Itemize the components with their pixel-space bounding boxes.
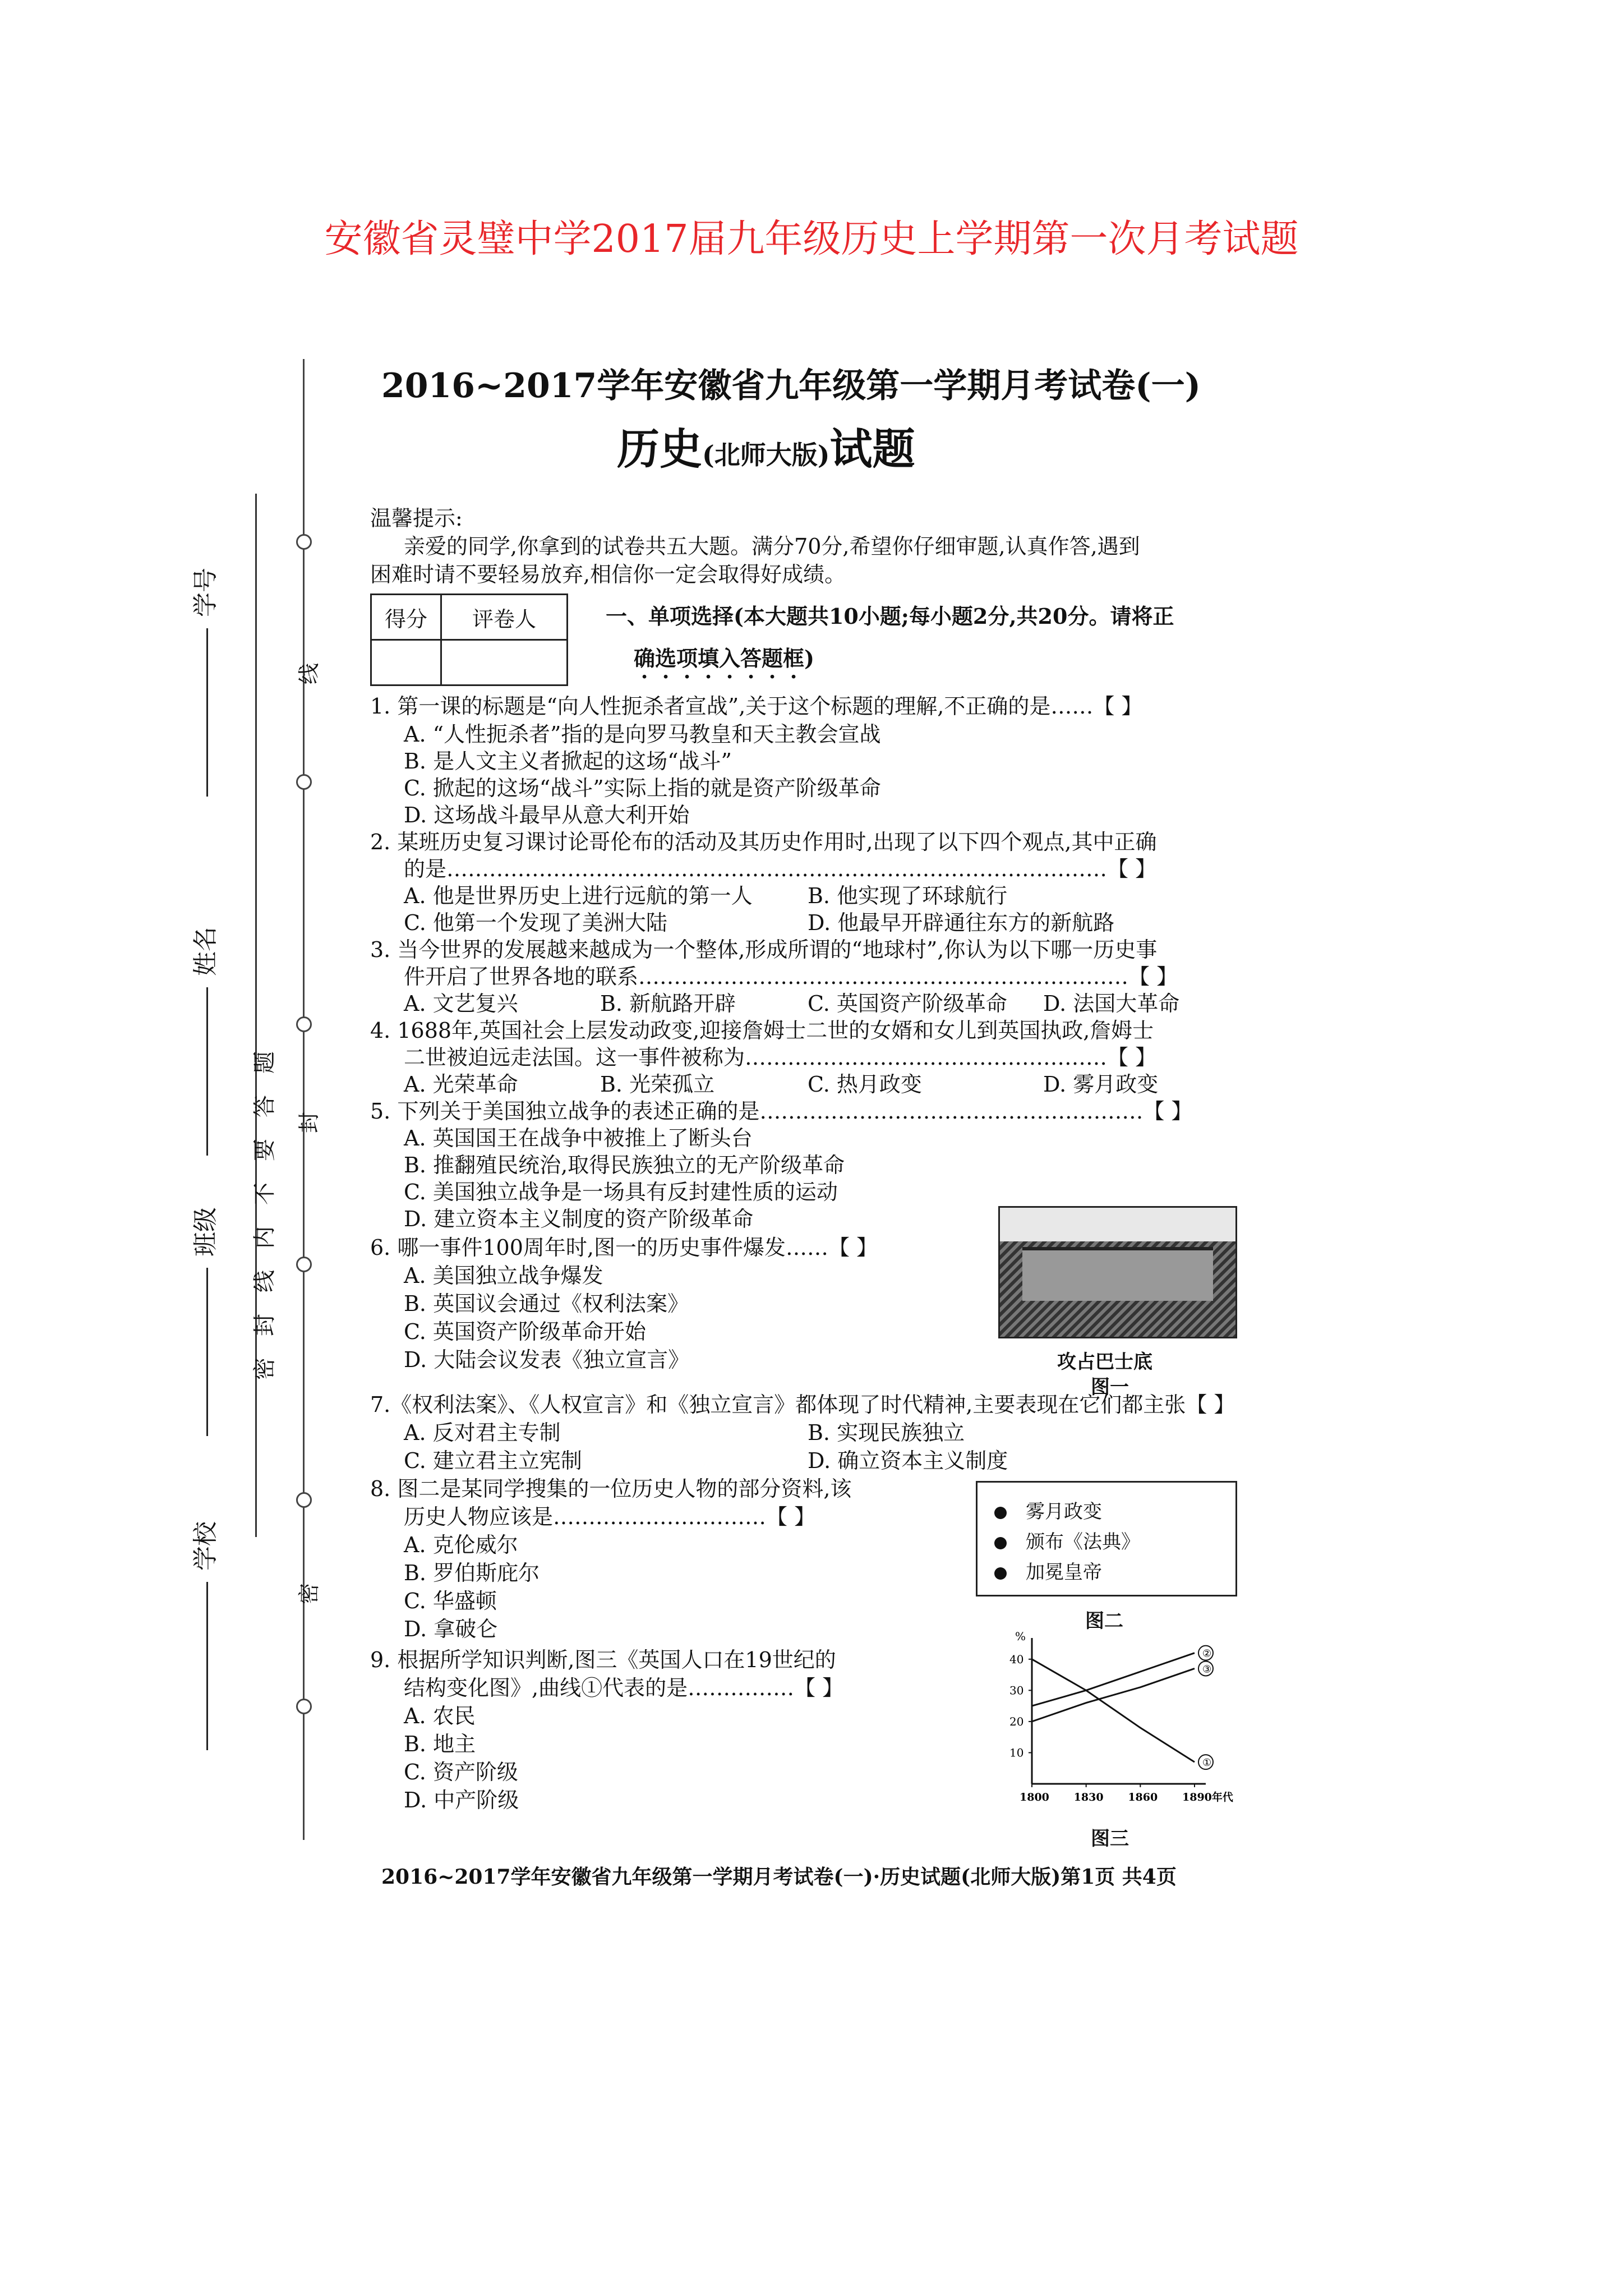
question-option[interactable]: A. 反对君主专制 (404, 1420, 561, 1445)
side-field-class: 班级 (185, 1207, 221, 1436)
fact-item: 颁布《法典》 (994, 1526, 1140, 1554)
question-option[interactable]: C. 美国独立战争是一场具有反封建性质的运动 (404, 1180, 838, 1204)
fig1-label: 图一 (1091, 1376, 1129, 1398)
question-stem-cont: 历史人物应该是…………………………【 】 (404, 1504, 816, 1529)
y-tick-label: 20 (1009, 1714, 1024, 1728)
binding-hole (296, 1492, 312, 1508)
fact-item: 雾月政变 (994, 1496, 1102, 1524)
population-structure-chart (993, 1627, 1234, 1818)
question-option[interactable]: C. 英国资产阶级革命开始 (404, 1319, 646, 1344)
seal-mark-xian: 线 (297, 662, 321, 684)
page-title: 安徽省灵璧中学2017届九年级历史上学期第一次月考试题 (324, 217, 1299, 261)
series-label: ③ (1202, 1663, 1212, 1676)
bullet-icon (994, 1507, 1007, 1519)
question-option[interactable]: A. 克伦威尔 (404, 1533, 518, 1557)
grader-header: 评卷人 (441, 595, 568, 640)
question-option[interactable]: D. 确立资本主义制度 (808, 1448, 1008, 1473)
question-stem: 6. 哪一事件100周年时,图一的历史事件爆发……【 】 (370, 1235, 878, 1260)
binding-hole (296, 1016, 312, 1032)
binding-line (303, 359, 305, 1840)
bullet-icon (994, 1567, 1007, 1580)
question-option[interactable]: C. 掀起的这场“战斗”实际上指的就是资产阶级革命 (404, 776, 881, 800)
seal-mark-feng: 封 (297, 1111, 321, 1133)
binding-hole (296, 774, 312, 790)
question-option[interactable]: B. 光荣孤立 (600, 1072, 715, 1097)
question-option[interactable]: B. 罗伯斯庇尔 (404, 1561, 540, 1585)
score-header: 得分 (371, 595, 441, 640)
question-option[interactable]: D. 这场战斗最早从意大利开始 (404, 803, 690, 827)
x-tick-label: 1890年代 (1182, 1791, 1233, 1803)
binding-hole (296, 1699, 312, 1714)
y-tick-label: 40 (1009, 1652, 1024, 1666)
x-tick-label: 1860 (1128, 1791, 1158, 1803)
question-option[interactable]: B. 是人文主义者掀起的这场“战斗” (404, 749, 732, 774)
section-heading: 确选项填入答题框) (634, 646, 814, 671)
napoleon-facts-box (976, 1481, 1237, 1596)
question-option[interactable]: B. 推翻殖民统治,取得民族独立的无产阶级革命 (404, 1153, 845, 1177)
section-heading: 一、单项选择(本大题共10小题;每小题2分,共20分。请将正 (606, 604, 1174, 629)
seal-mark-mi: 密 (297, 1582, 321, 1604)
question-stem: 4. 1688年,英国社会上层发动政变,迎接詹姆士二世的女婿和女儿到英国执政,詹姆士 (370, 1018, 1154, 1043)
chart-ticks (1009, 1653, 1233, 1803)
side-field-id: 学号 (185, 568, 221, 797)
question-option[interactable]: B. 地主 (404, 1732, 476, 1756)
tip-line: 亲爱的同学,你拿到的试卷共五大题。满分70分,希望你仔细审题,认真作答,遇到 (404, 534, 1140, 559)
side-field-name: 姓名 (185, 927, 221, 1156)
question-option[interactable]: C. 资产阶级 (404, 1760, 518, 1784)
question-option[interactable]: A. 农民 (404, 1704, 476, 1728)
question-option[interactable]: C. 热月政变 (808, 1072, 922, 1097)
question-stem-cont: 件开启了世界各地的联系……………………………………………………………【 】 (404, 964, 1178, 989)
tip-label: 温馨提示: (370, 506, 463, 531)
question-option[interactable]: B. 实现民族独立 (808, 1420, 965, 1445)
question-stem: 8. 图二是某同学搜集的一位历史人物的部分资料,该 (370, 1476, 852, 1501)
bullet-icon (994, 1537, 1007, 1549)
question-stem-cont: 二世被迫远走法国。这一事件被称为……………………………………………【 】 (404, 1045, 1157, 1070)
question-option[interactable]: C. 建立君主立宪制 (404, 1448, 582, 1473)
chart-series (1032, 1646, 1213, 1769)
fact-item: 加冕皇帝 (994, 1557, 1102, 1584)
x-tick-label: 1830 (1073, 1791, 1104, 1803)
score-cell[interactable] (371, 640, 441, 685)
fig1-caption: 攻占巴士底 (1057, 1351, 1152, 1373)
question-option[interactable]: A. “人性扼杀者”指的是向罗马教皇和天主教会宣战 (404, 722, 881, 747)
question-option[interactable]: B. 英国议会通过《权利法案》 (404, 1291, 689, 1316)
question-option[interactable]: D. 建立资本主义制度的资产阶级革命 (404, 1207, 754, 1231)
question-option[interactable]: C. 英国资产阶级革命 (808, 991, 1007, 1016)
question-option[interactable]: C. 华盛顿 (404, 1589, 497, 1613)
fig3-label: 图三 (1091, 1828, 1129, 1850)
seal-warning: 密封线内不要答题 (252, 1030, 278, 1380)
series-line (1032, 1659, 1195, 1762)
question-option[interactable]: A. 他是世界历史上进行远航的第一人 (404, 884, 753, 908)
y-tick-label: 30 (1009, 1683, 1024, 1697)
question-option[interactable]: A. 美国独立战争爆发 (404, 1263, 603, 1288)
series-line (1032, 1653, 1195, 1706)
side-rule (255, 494, 257, 1537)
question-stem: 2. 某班历史复习课讨论哥伦布的活动及其历史作用时,出现了以下四个观点,其中正确 (370, 830, 1157, 854)
fig2-label: 图二 (1085, 1610, 1123, 1632)
question-option[interactable]: D. 他最早开辟通往东方的新航路 (808, 910, 1115, 935)
x-tick-label: 1800 (1020, 1791, 1049, 1803)
question-option[interactable]: D. 中产阶级 (404, 1788, 519, 1812)
exam-subject: 历史(北师大版)试题 (617, 424, 915, 474)
y-axis-unit: % (1015, 1630, 1026, 1643)
question-option[interactable]: D. 雾月政变 (1043, 1072, 1159, 1097)
question-option[interactable]: B. 新航路开辟 (600, 991, 736, 1016)
binding-hole (296, 534, 312, 550)
question-option[interactable]: C. 他第一个发现了美洲大陆 (404, 910, 667, 935)
binding-hole (296, 1257, 312, 1272)
y-tick-label: 10 (1009, 1746, 1024, 1760)
question-option[interactable]: D. 拿破仑 (404, 1617, 498, 1641)
score-table (370, 593, 568, 686)
question-option[interactable]: A. 英国国王在战争中被推上了断头台 (404, 1126, 753, 1151)
series-label: ② (1202, 1648, 1212, 1660)
series-label: ① (1202, 1757, 1212, 1769)
bastille-figure-image (998, 1206, 1237, 1338)
question-option[interactable]: A. 文艺复兴 (404, 991, 518, 1016)
grader-cell[interactable] (441, 640, 568, 685)
side-field-school: 学校 (185, 1521, 221, 1750)
question-option[interactable]: B. 他实现了环球航行 (808, 884, 1008, 908)
page-footer: 2016~2017学年安徽省九年级第一学期月考试卷(一)·历史试题(北师大版)第1页 共4页 (381, 1865, 1177, 1889)
tip-line: 困难时请不要轻易放弃,相信你一定会取得好成绩。 (370, 562, 846, 587)
question-stem-cont: 结构变化图》,曲线①代表的是……………【 】 (404, 1676, 844, 1700)
exam-header: 2016~2017学年安徽省九年级第一学期月考试卷(一) (381, 366, 1201, 406)
series-line (1032, 1668, 1195, 1721)
question-stem-cont: 的是…………………………………………………………………………………【 】 (404, 857, 1157, 881)
question-stem: 7.《权利法案》、《人权宣言》和《独立宣言》都体现了时代精神,主要表现在它们都主张【 】 (370, 1392, 1235, 1417)
question-stem: 3. 当今世界的发展越来越成为一个整体,形成所谓的“地球村”,你认为以下哪一历史事 (370, 937, 1158, 962)
question-option[interactable]: A. 光荣革命 (404, 1072, 518, 1097)
question-option[interactable]: D. 大陆会议发表《独立宣言》 (404, 1347, 690, 1372)
question-option[interactable]: D. 法国大革命 (1043, 991, 1180, 1016)
question-stem: 9. 根据所学知识判断,图三《英国人口在19世纪的 (370, 1648, 836, 1672)
question-stem: 5. 下列关于美国独立战争的表述正确的是………………………………………………【 】 (370, 1099, 1193, 1124)
question-stem: 1. 第一课的标题是“向人性扼杀者宣战”,关于这个标题的理解,不正确的是……【 】 (370, 694, 1143, 719)
